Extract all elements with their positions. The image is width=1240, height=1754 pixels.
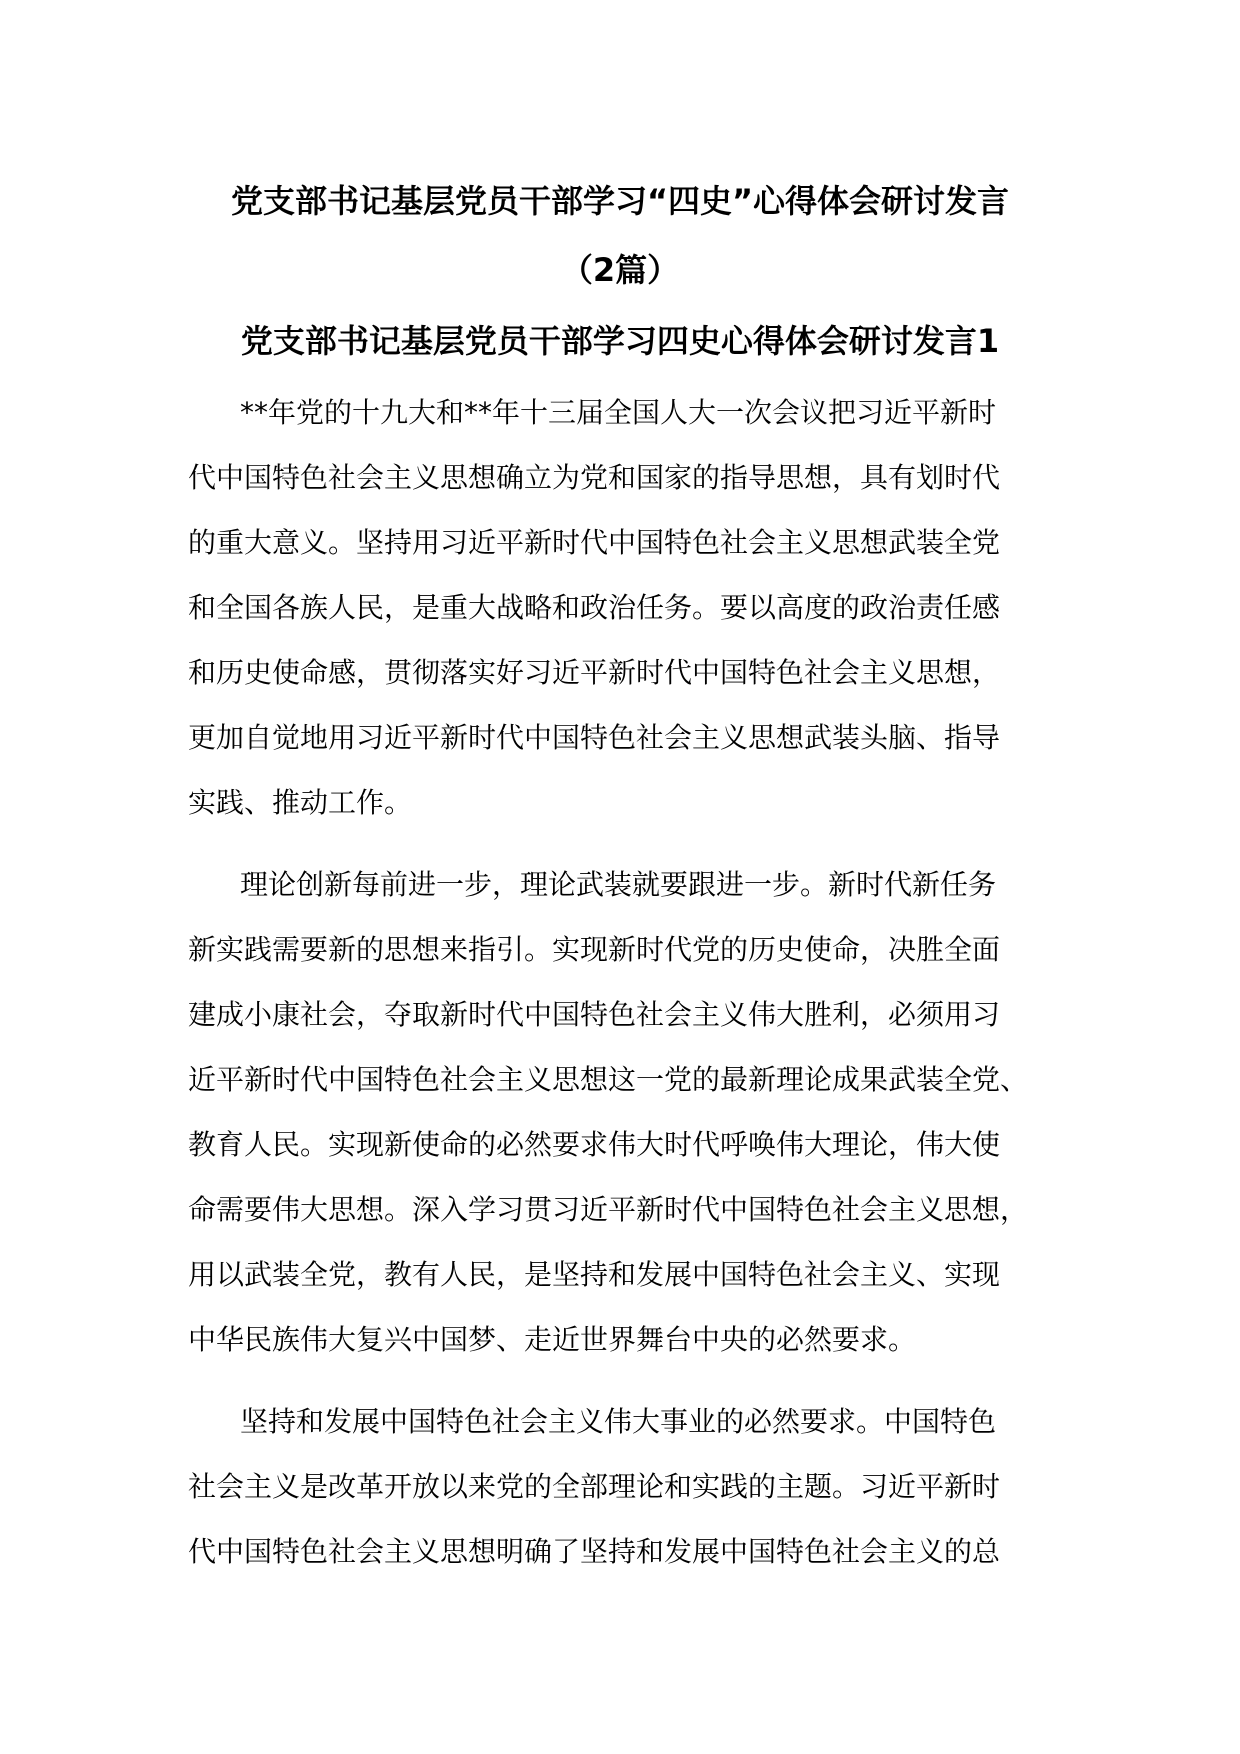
text-line: 和历史使命感，贯彻落实好习近平新时代中国特色社会主义思想， <box>188 656 1001 689</box>
text-line: 中华民族伟大复兴中国梦、走近世界舞台中央的必然要求。 <box>188 1323 917 1356</box>
text-line: 理论创新每前进一步，理论武装就要跟进一步。新时代新任务 <box>240 868 997 901</box>
text-line: 社会主义是改革开放以来党的全部理论和实践的主题。习近平新时 <box>188 1470 1001 1503</box>
text-line: 代中国特色社会主义思想明确了坚持和发展中国特色社会主义的总 <box>188 1535 1001 1568</box>
paragraph-3 <box>188 1389 1078 1584</box>
text-line: **年党的十九大和**年十三届全国人大一次会议把习近平新时 <box>240 396 997 429</box>
text-line: 近平新时代中国特色社会主义思想这一党的最新理论成果武装全党、 <box>188 1063 1029 1096</box>
text-line: 坚持和发展中国特色社会主义伟大事业的必然要求。中国特色 <box>240 1405 997 1438</box>
text-line: 命需要伟大思想。深入学习贯习近平新时代中国特色社会主义思想， <box>188 1193 1029 1226</box>
text-line: 用以武装全党，教有人民，是坚持和发展中国特色社会主义、实现 <box>188 1258 1001 1291</box>
text-line: 的重大意义。坚持用习近平新时代中国特色社会主义思想武装全党 <box>188 526 1001 559</box>
text-line: 和全国各族人民，是重大战略和政治任务。要以高度的政治责任感 <box>188 591 1001 624</box>
document-body <box>188 380 1078 1601</box>
text-line: 建成小康社会，夺取新时代中国特色社会主义伟大胜利，必须用习 <box>188 998 1001 1031</box>
text-line: 更加自觉地用习近平新时代中国特色社会主义思想武装头脑、指导 <box>188 721 1001 754</box>
text-line: 代中国特色社会主义思想确立为党和国家的指导思想，具有划时代 <box>188 461 1001 494</box>
document-title: 党支部书记基层党员干部学习“四史”心得体会研讨发言 <box>230 182 1010 220</box>
paragraph-2 <box>188 852 1078 1372</box>
text-line: 教育人民。实现新使命的必然要求伟大时代呼唤伟大理论，伟大使 <box>188 1128 1001 1161</box>
document-title-count: （2篇） <box>560 251 680 289</box>
text-line: 新实践需要新的思想来指引。实现新时代党的历史使命，决胜全面 <box>188 933 1001 966</box>
paragraph-1 <box>188 380 1078 835</box>
section-heading: 党支部书记基层党员干部学习四史心得体会研讨发言1 <box>240 322 1000 360</box>
text-line: 实践、推动工作。 <box>188 786 413 819</box>
